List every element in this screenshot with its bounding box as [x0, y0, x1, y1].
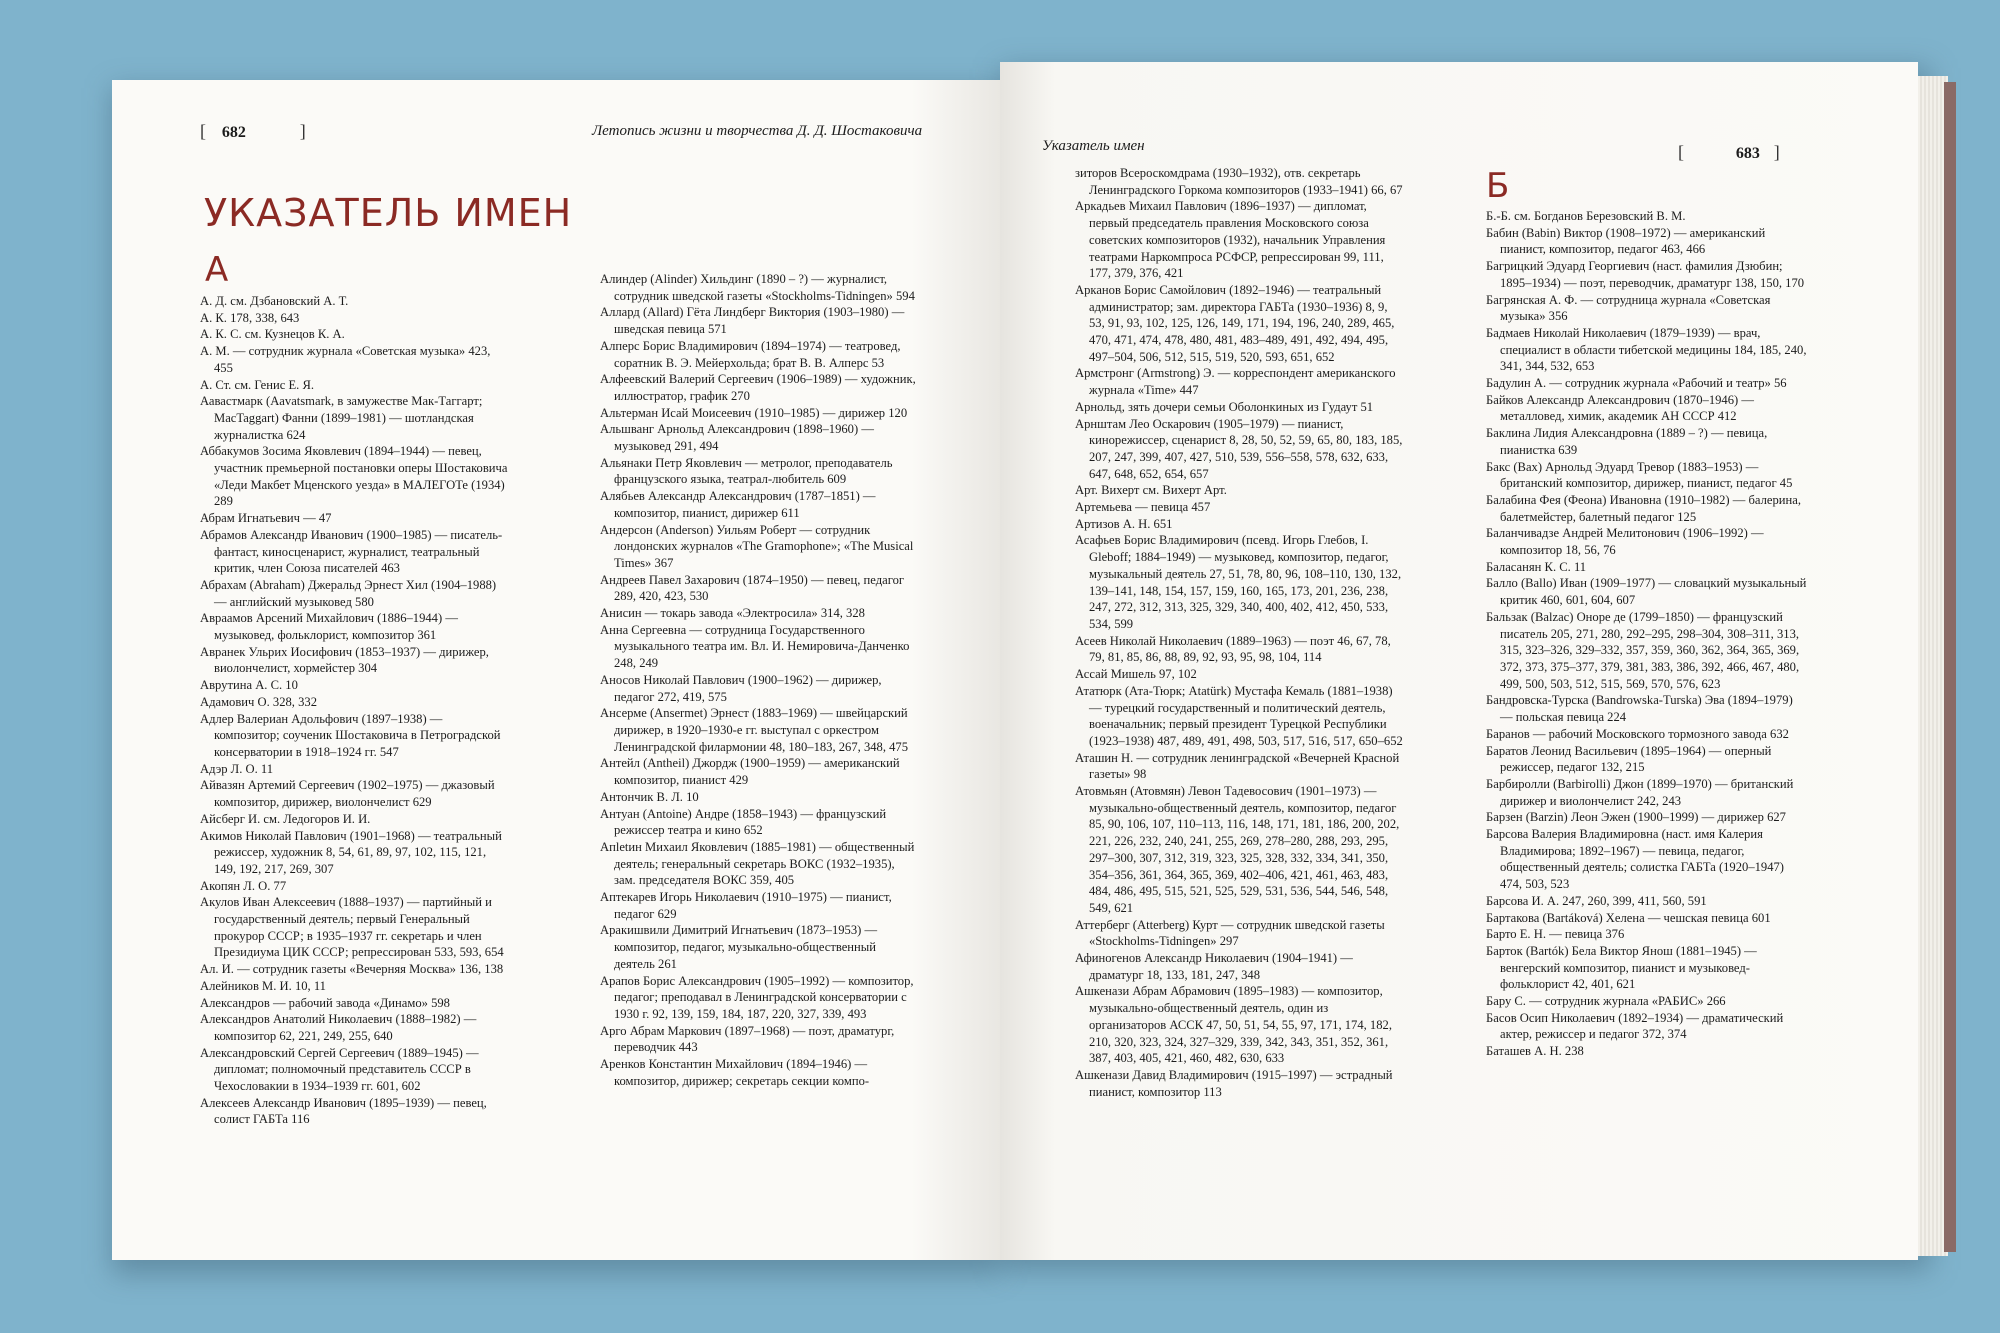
index-entry: Абрахам (Abraham) Джеральд Эрнест Хил (1904–1988) — английский музыковед 580 [200, 577, 497, 609]
index-entry: Багрянская А. Ф. — сотрудница журнала «Советская музыка» 356 [1486, 292, 1771, 324]
index-entry: Андреев Павел Захарович (1874–1950) — певец, педагог 289, 420, 423, 530 [600, 572, 905, 604]
index-entry: Багрицкий Эдуард Георгиевич (наст. фамилия Дзюбин; 1895–1934) — поэт, переводчик, драматург 138, 150, 170 [1486, 259, 1805, 290]
index-entry: Арго Абрам Маркович (1897–1968) — поэт, драматург, переводчик 443 [600, 1023, 895, 1055]
index-entry: Афиногенов Александр Николаевич (1904–1941) — драматург 18, 133, 181, 247, 348 [1075, 951, 1353, 982]
index-entry: Абрамов Александр Иванович (1900–1985) — писатель-фантаст, киносценарист, журналист, театральный критик, член Союза писателей 463 [200, 527, 503, 576]
index-entry: Арнштам Лео Оскарович (1905–1979) — пианист, кинорежиссер, сценарист 8, 28, 50, 52, 59, 65, 80, 183, 185, 207, 247, 399, 407, 427, 510, 539, 556–558, 578, 632, 633, 647, 648, 652, 654, 657 [1075, 416, 1403, 481]
folio-bracket-close: ] [299, 121, 306, 141]
index-entry: Айвазян Артемий Сергеевич (1902–1975) — джазовый композитор, дирижер, виолончелист 629 [200, 778, 495, 810]
index-entry: Альянаки Петр Яковлевич — метролог, преподаватель французского языка, театрал-любитель 609 [600, 455, 893, 487]
index-entry: Аттерберг (Atterberg) Курт — сотрудник шведской газеты «Stockholms-Tidningen» 297 [1075, 917, 1385, 949]
index-entry: Адамович О. 328, 332 [200, 694, 317, 709]
index-entry: Бару С. — сотрудник журнала «РАБИС» 266 [1486, 994, 1726, 1009]
index-entry: Артизов А. Н. 651 [1075, 516, 1173, 531]
index-entry: Антуан (Antoine) Андре (1858–1943) — французский режиссер театра и кино 652 [600, 806, 887, 838]
index-entry: Аренков Константин Михайлович (1894–1946) — композитор, дирижер; секретарь секции компо- [600, 1057, 870, 1088]
index-entry: Аракишвили Димитрий Игнатьевич (1873–1953) — композитор, педагог, музыкально-общественный деятель 261 [600, 923, 878, 971]
index-column-3 [1075, 165, 1403, 1100]
index-column-4 [1486, 208, 1808, 1060]
index-entry: Барзен (Barzin) Леон Эжен (1900–1999) — дирижер 627 [1486, 810, 1786, 825]
right-page-number: 683 [1735, 145, 1760, 162]
index-entry: Б.-Б. см. Богданов Березовский В. М. [1486, 209, 1686, 223]
index-entry: Александров Анатолий Николаевич (1888–1982) — композитор 62, 221, 249, 255, 640 [200, 1012, 477, 1043]
index-entry: Бадулин А. — сотрудник журнала «Рабочий и театр» 56 [1486, 376, 1787, 391]
index-entry: Аллард (Allard) Гёта Линдберг Виктория (1903–1980) — шведская певица 571 [600, 305, 905, 337]
index-entry: Аврутина А. С. 10 [200, 678, 298, 693]
right-folio [1678, 142, 1780, 163]
index-entry: Арапов Борис Александрович (1905–1992) — композитор, педагог; преподавал в Ленинградской консерватории с 1930 г. 92, 139, 159, 184, 187, 220, 327, 339, 493 [600, 973, 914, 1021]
index-entry: Арт. Вихерт см. Вихерт Арт. [1075, 483, 1227, 498]
index-entry: Альшванг Арнольд Александрович (1898–1960) — музыковед 291, 494 [600, 422, 874, 454]
index-entry: А. К. 178, 338, 643 [200, 310, 300, 325]
index-entry: Алексеев Александр Иванович (1895–1939) — певец, солист ГАБТа 116 [200, 1095, 487, 1127]
index-entry: Баташев А. Н. 238 [1486, 1044, 1584, 1059]
index-entry: Алперс Борис Владимирович (1894–1974) — театровед, соратник В. Э. Мейерхольда; брат В. В. Алперс 53 [600, 338, 901, 370]
index-entry: Барбиролли (Barbirolli) Джон (1899–1970) — британский дирижер и виолончелист 242, 243 [1486, 776, 1794, 808]
index-entry: Александров — рабочий завода «Динамо» 598 [200, 995, 450, 1010]
folio-bracket-open: [ [200, 121, 206, 141]
index-entry: Бакс (Bax) Арнольд Эдуард Тревор (1883–1953) — британский композитор, дирижер, пианист, педагог 45 [1486, 459, 1793, 491]
index-entry: Балабина Фея (Феона) Ивановна (1910–1982) — балерина, балетмейстер, балетный педагог 125 [1486, 492, 1801, 524]
index-entry: Баратов Леонид Васильевич (1895–1964) — оперный режиссер, педагог 132, 215 [1486, 743, 1772, 775]
book-cover-edge [1944, 82, 1956, 1252]
index-entry: Байков Александр Александрович (1870–1946) — металловед, химик, академик АН СССР 412 [1486, 392, 1754, 424]
index-entry: Абрам Игнатьевич — 47 [200, 511, 332, 526]
index-entry: Асафьев Борис Владимирович (псевд. Игорь Глебов, I. Gleboff; 1884–1949) — музыковед, композитор, педагог, музыкальный деятель 27, 51, 78, 80, 96, 108–110, 130, 132, 139–141, 148, 154, 157, 159, 160, 165, 173, 201, 236, 238, 247, 272, 312, 313, 325, 329, 340, 400, 402, 412, 450, 533, 534, 599 [1075, 533, 1402, 631]
index-entry: Арнольд, зять дочери семьи Оболонкиных из Гудаут 51 [1075, 399, 1374, 414]
right-running-head: Указатель имен [1042, 138, 1145, 154]
index-entry: Барток (Bartók) Бела Виктор Янош (1881–1945) — венгерский композитор, пианист и музыковед-фольклорист 42, 401, 621 [1486, 943, 1757, 992]
index-entry: Бальзак (Balzac) Оноре де (1799–1850) — французский писатель 205, 271, 280, 292–295, 298–304, 308–311, 313, 315, 323–326, 329–332, 357, 359, 360, 362, 364, 365, 369, 372, 373, 375–377, 379, 381, 383, 386, 392, 466, 467, 480, 499, 500, 503, 512, 515, 569, 570, 576, 623 [1486, 609, 1800, 691]
index-entry: Баласанян К. С. 11 [1486, 559, 1587, 574]
index-entry: Алиндер (Alinder) Хильдинг (1890 – ?) — журналист, сотрудник шведской газеты «Stockholms-Tidningen» 594 [600, 272, 915, 303]
index-entry: Барсова Валерия Владимировна (наст. имя Калерия Владимирова; 1892–1967) — певица, педагог, общественный деятель; солистка ГАБТа (1920–1947) 474, 503, 523 [1486, 827, 1784, 892]
index-entry: Арканов Борис Самойлович (1892–1946) — театральный администратор; зам. директора ГАБТа (1930–1936) 8, 9, 53, 91, 93, 102, 125, 126, 149, 171, 194, 196, 240, 289, 465, 470, 471, 474, 478, 480, 481, 483–489, 491, 492, 494, 495, 497–504, 506, 512, 515, 519, 520, 593, 651, 652 [1075, 282, 1395, 364]
index-entry: Баранов — рабочий Московского тормозного завода 632 [1486, 726, 1789, 741]
index-entry: Бартакова (Bartáková) Хелена — чешская певица 601 [1486, 910, 1771, 925]
index-entry: Андерсон (Anderson) Уильям Роберт — сотрудник лондонских журналов «The Gramophone»; «The Musical Times» 367 [600, 522, 914, 570]
index-entry: Барсова И. А. 247, 260, 399, 411, 560, 591 [1486, 893, 1707, 908]
index-entry: Алейников М. И. 10, 11 [200, 978, 326, 993]
index-entry: Аносов Николай Павлович (1900–1962) — дирижер, педагог 272, 419, 575 [600, 672, 882, 704]
index-entry: А. Д. см. Дзбановский А. Т. [200, 294, 349, 308]
index-entry: Акопян Л. О. 77 [200, 878, 287, 893]
index-entry: Апletин Михаил Яковлевич (1885–1981) — общественный деятель; генеральный секретарь ВОКС (1932–1935), зам. председателя ВОКС 359, 405 [600, 839, 915, 888]
left-page [112, 80, 1000, 1260]
index-entry: Аптекарев Игорь Николаевич (1910–1975) — пианист, педагог 629 [600, 890, 892, 921]
index-entry: Ататюрк (Ата-Тюрк; Atatürk) Мустафа Кемаль (1881–1938) — турецкий государственный и политический деятель, военачальник; первый президент Турецкой Республики (1923–1938) 487, 489, 491, 498, 503, 517, 516, 517, 650–652 [1075, 683, 1403, 748]
index-entry: Александровский Сергей Сергеевич (1889–1945) — дипломат; полномочный представитель СССР в Чехословакии в 1934–1939 гг. 601, 602 [200, 1045, 479, 1094]
index-entry: Авраамов Арсений Михайлович (1886–1944) — музыковед, фольклорист, композитор 361 [200, 611, 458, 643]
index-entry: Бадмаев Николай Николаевич (1879–1939) — врач, специалист в области тибетской медицины 184, 185, 240, 341, 344, 532, 653 [1486, 325, 1807, 374]
index-entry: Акимов Николай Павлович (1901–1968) — театральный режиссер, художник 8, 54, 61, 89, 97, 102, 115, 121, 149, 192, 217, 269, 307 [200, 828, 502, 876]
index-entry: Ашкенази Давид Владимирович (1915–1997) — эстрадный пианист, композитор 113 [1075, 1067, 1393, 1099]
index-entry: Ал. И. — сотрудник газеты «Вечерняя Москва» 136, 138 [200, 962, 504, 977]
index-entry: Аббакумов Зосима Яковлевич (1894–1944) — певец, участник премьерной постановки оперы Шостаковича «Леди Макбет Мценского уезда» в МАЛЕГОТе (1934) 289 [200, 444, 508, 509]
index-entry: Альтерман Исай Моисеевич (1910–1985) — дирижер 120 [600, 405, 908, 420]
index-entry: А. К. С. см. Кузнецов К. А. [200, 327, 345, 342]
right-page [1000, 62, 1918, 1260]
index-entry: Антончик В. Л. 10 [600, 789, 699, 804]
index-entry: Атовмьян (Атовмян) Левон Тадевосович (1901–1973) — музыкально-общественный деятель, композитор, педагог 85, 90, 106, 107, 110–113, 116, 148, 171, 181, 186, 200, 202, 221, 226, 232, 240, 241, 255, 269, 278–280, 288, 293, 295, 297–300, 307, 312, 319, 323, 325, 328, 332, 334, 341, 350, 354–356, 361, 364, 365, 369, 402–406, 421, 461, 463, 483, 484, 486, 495, 515, 521, 525, 529, 531, 536, 544, 546, 548, 549, 621 [1075, 784, 1400, 915]
index-entry: Армстронг (Armstrong) Э. — корреспондент американского журнала «Time» 447 [1075, 366, 1396, 398]
left-running-head: Летопись жизни и творчества Д. Д. Шостаковича [592, 123, 923, 139]
left-folio [200, 121, 306, 142]
index-entry: Анисин — токарь завода «Электросила» 314, 328 [600, 606, 865, 621]
index-entry: Аркадьев Михаил Павлович (1896–1937) — дипломат, первый председатель правления Московского союза советских композиторов (1932), начальник Управления театрами Наркомпроса РСФСР, репрессирован 99, 111, 177, 379, 376, 421 [1075, 199, 1386, 281]
folio-bracket-open: [ [1678, 142, 1684, 162]
left-page-number: 682 [221, 124, 246, 141]
index-entry: Аташин Н. — сотрудник ленинградской «Вечерней Красной газеты» 98 [1075, 750, 1400, 782]
index-entry: Адэр Л. О. 11 [200, 761, 274, 776]
index-entry: Баланчивадзе Андрей Мелитонович (1906–1992) — композитор 18, 56, 76 [1486, 526, 1764, 558]
index-entry: Бандровска-Турска (Bandrowska-Turska) Эва (1894–1979) — польская певица 224 [1486, 693, 1793, 725]
index-entry: Балло (Ballo) Иван (1909–1977) — словацкий музыкальный критик 460, 601, 604, 607 [1486, 576, 1807, 608]
index-entry: Акулов Иван Алексеевич (1888–1937) — партийный и государственный деятель; первый Генеральный прокурор СССР; в 1935–1937 гг. секретарь и член Президиума ЦИК СССР; репрессирован 533, 593, 654 [200, 895, 504, 960]
index-title: УКАЗАТЕЛЬ ИМЕН [204, 191, 573, 235]
index-entry: Ансерме (Ansermet) Эрнест (1883–1969) — швейцарский дирижер, в 1920–1930-е гг. выступал с оркестром Ленинградской филармонии 48, 180–183, 267, 348, 475 [600, 706, 909, 754]
index-entry: Асеев Николай Николаевич (1889–1963) — поэт 46, 67, 78, 79, 81, 85, 86, 88, 89, 92, 93, 95, 98, 104, 114 [1075, 633, 1391, 665]
index-entry: Ашкенази Абрам Абрамович (1895–1983) — композитор, музыкально-общественный деятель, один из организаторов АССК 47, 50, 51, 54, 55, 97, 171, 174, 182, 210, 320, 323, 324, 327–329, 339, 342, 343, 351, 352, 361, 387, 403, 405, 421, 460, 482, 630, 633 [1075, 984, 1392, 1066]
index-entry: Ассай Мишель 97, 102 [1075, 667, 1197, 682]
index-entry: Аавастмарк (Aavatsmark, в замужестве Мак-Таггарт; MacTaggart) Фанни (1899–1981) — шотландская журналистка 624 [200, 394, 483, 442]
index-entry: Баклина Лидия Александровна (1889 – ?) — певица, пианистка 639 [1486, 426, 1768, 457]
index-column-2 [600, 271, 918, 1089]
index-entry: Анна Сергеевна — сотрудница Государственного музыкального театра им. Вл. И. Немировича-Данченко 248, 249 [600, 622, 910, 671]
index-entry: А. М. — сотрудник журнала «Советская музыка» 423, 455 [200, 344, 491, 375]
index-entry: Артемьева — певица 457 [1075, 500, 1211, 515]
section-letter-a: А [205, 250, 229, 290]
index-entry: Алябьев Александр Александрович (1787–1851) — композитор, пианист, дирижер 611 [600, 489, 876, 520]
index-entry: Бабин (Babin) Виктор (1908–1972) — американский пианист, композитор, педагог 463, 466 [1486, 225, 1766, 257]
index-entry: Антейл (Antheil) Джордж (1900–1959) — американский композитор, пианист 429 [600, 756, 900, 788]
index-entry: Алфеевский Валерий Сергеевич (1906–1989) — художник, иллюстратор, график 270 [600, 372, 916, 403]
index-entry: Барто Е. Н. — певица 376 [1486, 927, 1625, 942]
index-entry: зиторов Всероскомдрама (1930–1932), отв. секретарь Ленинградского Горкома композиторов (1933–1941) 66, 67 [1075, 166, 1403, 197]
section-letter-b: Б [1486, 166, 1510, 206]
index-column-1 [200, 293, 510, 1128]
index-entry: Авранек Ульрих Иосифович (1853–1937) — дирижер, виолончелист, хормейстер 304 [200, 644, 489, 676]
index-entry: Адлер Валериан Адольфович (1897–1938) — композитор; соученик Шостаковича в Петроградской консерватории в 1918–1924 гг. 547 [200, 711, 501, 759]
index-entry: А. Ст. см. Генис Е. Я. [200, 377, 315, 392]
folio-bracket-close: ] [1773, 142, 1780, 162]
index-entry: Басов Осип Николаевич (1892–1934) — драматический актер, режиссер и педагог 372, 374 [1486, 1010, 1784, 1042]
index-entry: Айсберг И. см. Ледогоров И. И. [200, 811, 371, 826]
